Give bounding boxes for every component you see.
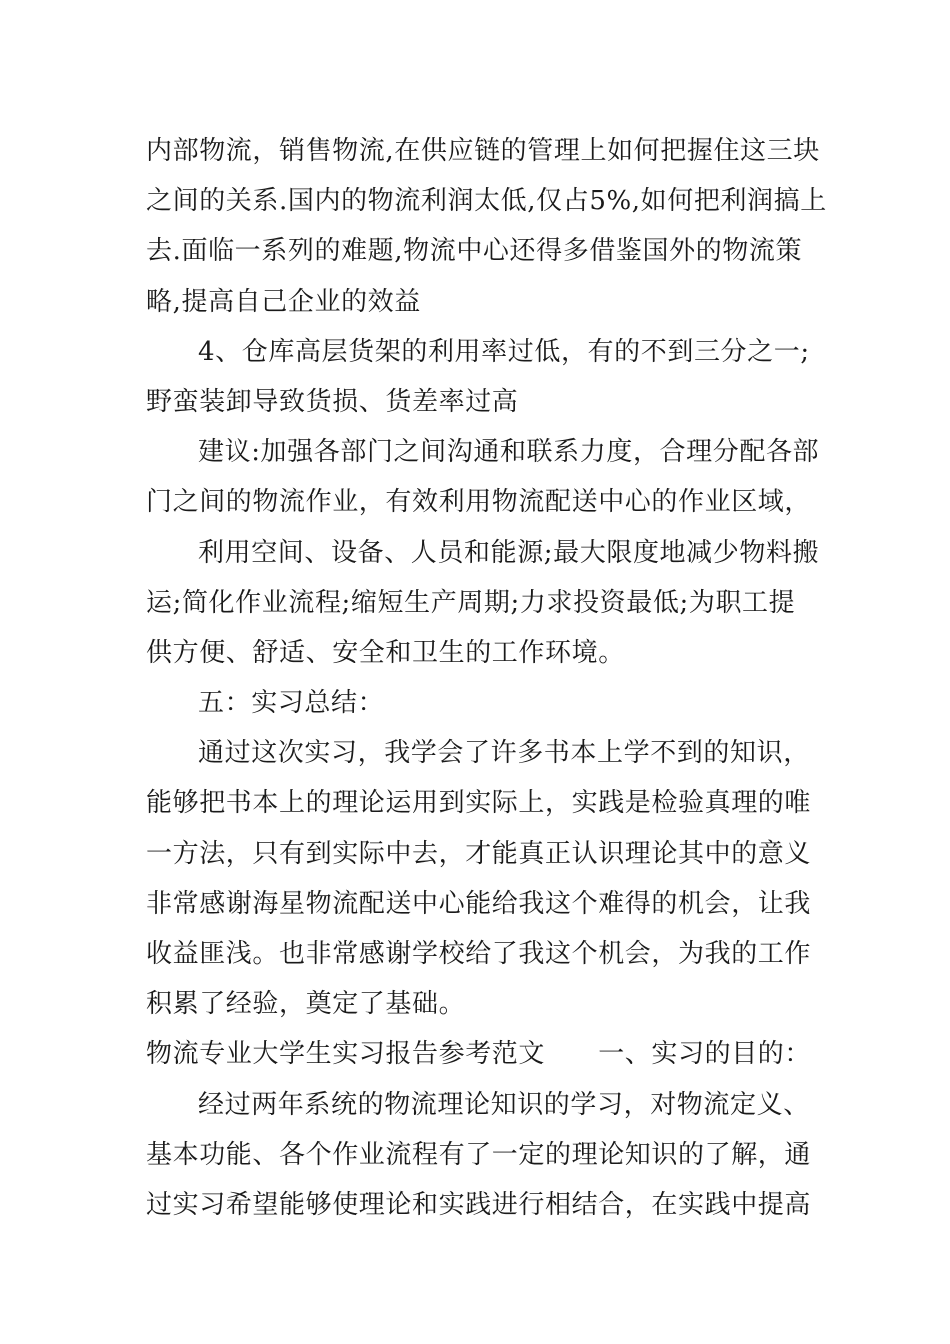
text-line: 非常感谢海星物流配送中心能给我这个难得的机会，让我 <box>146 888 812 919</box>
text-line: 4、仓库高层货架的利用率过低，有的不到三分之一; <box>198 336 810 367</box>
text-line: 门之间的物流作业，有效利用物流配送中心的作业区域， <box>146 487 812 518</box>
section-heading: 五：实习总结： <box>198 688 385 719</box>
text-line: 之间的关系.国内的物流利润太低,仅占5%,如何把利润搞上 <box>146 186 827 217</box>
text-line: 野蛮装卸导致货损、货差率过高 <box>146 386 519 417</box>
text-line: 经过两年系统的物流理论知识的学习，对物流定义、 <box>198 1089 810 1120</box>
text-line: 去.面临一系列的难题,物流中心还得多借鉴国外的物流策 <box>146 236 803 267</box>
text-line: 建议:加强各部门之间沟通和联系力度，合理分配各部 <box>198 437 820 468</box>
text-line: 积累了经验，奠定了基础。 <box>146 989 466 1020</box>
text-line: 内部物流，销售物流,在供应链的管理上如何把握住这三块 <box>146 136 820 166</box>
text-line: 通过这次实习，我学会了许多书本上学不到的知识， <box>198 738 810 769</box>
text-line: 利用空间、设备、人员和能源;最大限度地减少物料搬 <box>198 537 820 568</box>
text-line: 收益匪浅。也非常感谢学校给了我这个机会，为我的工作 <box>146 939 812 969</box>
article-title-line: 物流专业大学生实习报告参考范文 一、实习的目的： <box>146 1039 812 1070</box>
text-line: 基本功能、各个作业流程有了一定的理论知识的了解，通 <box>146 1139 812 1170</box>
text-line: 供方便、舒适、安全和卫生的工作环境。 <box>146 637 625 668</box>
text-line: 过实习希望能够使理论和实践进行相结合，在实践中提高 <box>146 1189 812 1220</box>
text-line: 能够把书本上的理论运用到实际上，实践是检验真理的唯 <box>146 788 812 819</box>
body-text <box>146 126 827 1230</box>
text-line: 运;简化作业流程;缩短生产周期;力求投资最低;为职工提 <box>146 587 796 618</box>
text-line: 一方法，只有到实际中去，才能真正认识理论其中的意义 <box>146 838 812 869</box>
text-line: 略,提高自己企业的效益 <box>146 286 421 317</box>
